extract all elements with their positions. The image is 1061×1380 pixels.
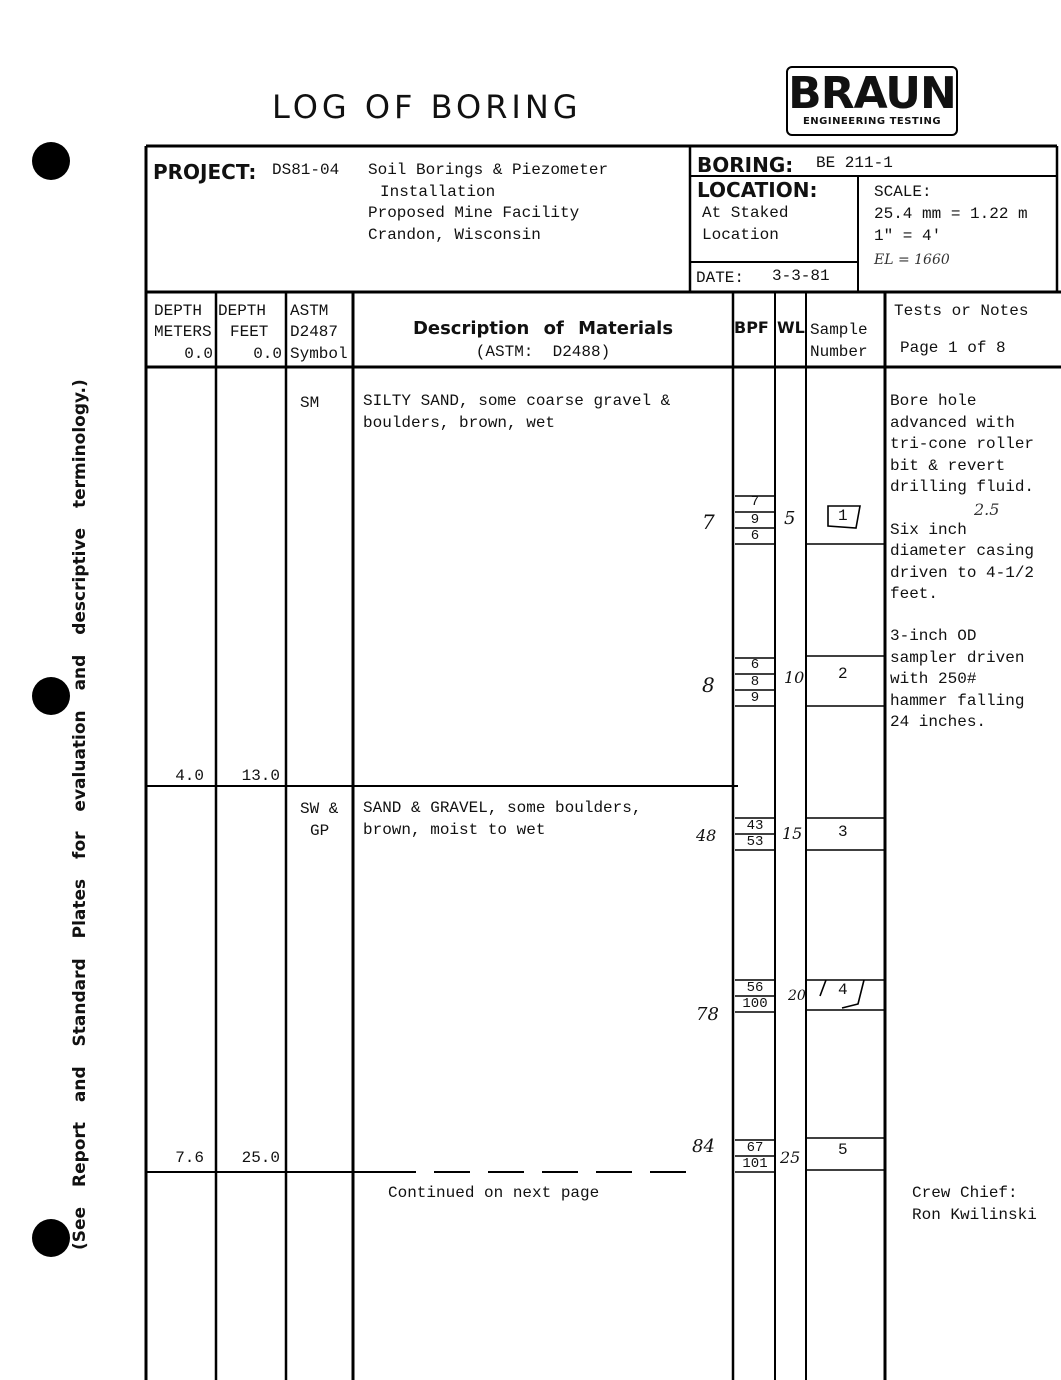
layer-2-symbol-2: GP xyxy=(310,822,330,840)
sample-4-bpf: 78 xyxy=(696,1004,719,1025)
col-description-standard: (ASTM: D2488) xyxy=(475,343,611,361)
location-line-1: At Staked xyxy=(702,204,789,222)
note-3-line-5: 24 inches. xyxy=(890,713,987,731)
col-description-title: Description of Materials xyxy=(412,318,674,339)
sample-3-blow-2: 53 xyxy=(746,834,764,850)
note-3-line-4: hammer falling xyxy=(890,692,1025,710)
sample-3-blow-1: 43 xyxy=(746,818,764,834)
sample-3-number: 3 xyxy=(838,823,848,841)
layer-1-bottom-m: 4.0 xyxy=(175,767,204,785)
project-desc-1: Soil Borings & Piezometer xyxy=(368,161,609,179)
layer-2-desc-1: SAND & GRAVEL, some boulders, xyxy=(363,799,642,817)
col-depth-m-3: 0.0 xyxy=(184,345,213,363)
sample-5-wl: 25 xyxy=(780,1148,801,1167)
col-depth-ft-3: 0.0 xyxy=(253,345,282,363)
sample-2-blow-3: 9 xyxy=(750,690,760,706)
elevation-note: EL = 1660 xyxy=(874,252,950,268)
scale-label: SCALE: xyxy=(874,183,932,201)
sample-1-blow-2: 9 xyxy=(750,512,760,528)
note-3-line-2: sampler driven xyxy=(890,649,1025,667)
sample-1-wl: 5 xyxy=(784,508,796,529)
logo-subtitle: ENGINEERING TESTING xyxy=(802,116,942,127)
col-sample-1: Sample xyxy=(810,321,868,339)
date-label: DATE: xyxy=(696,269,745,287)
note-1-line-4: bit & revert xyxy=(890,457,1006,475)
layer-2-bottom-m: 7.6 xyxy=(175,1149,204,1167)
col-tests-1: Tests or Notes xyxy=(894,302,1029,320)
sample-3-bpf: 48 xyxy=(696,826,717,845)
note-1-line-1: Bore hole xyxy=(890,392,977,410)
boring-id: BE 211-1 xyxy=(816,154,893,172)
layer-1-desc-2: boulders, brown, wet xyxy=(363,414,556,432)
note-3-line-1: 3-inch OD xyxy=(890,627,977,645)
sample-1-number: 1 xyxy=(838,507,848,525)
continued-note: Continued on next page xyxy=(388,1184,600,1202)
sample-2-bpf: 8 xyxy=(702,673,715,697)
sample-4-blow-1: 56 xyxy=(746,980,764,996)
layer-2-bottom-ft: 25.0 xyxy=(241,1149,280,1167)
layer-1-bottom-ft: 13.0 xyxy=(241,767,280,785)
project-desc-4: Crandon, Wisconsin xyxy=(368,226,541,244)
col-tests-2: Page 1 of 8 xyxy=(900,339,1006,357)
sample-2-blow-2: 8 xyxy=(750,674,760,690)
date-value: 3-3-81 xyxy=(772,267,830,285)
note-2-line-2: diameter casing xyxy=(890,542,1035,560)
layer-2-desc-2: brown, moist to wet xyxy=(363,821,546,839)
sample-1-bpf: 7 xyxy=(702,510,715,534)
sample-2-wl: 10 xyxy=(784,668,805,687)
col-astm-3: Symbol xyxy=(290,345,348,363)
scale-line-1: 25.4 mm = 1.22 m xyxy=(874,205,1028,223)
note-1-line-2: advanced with xyxy=(890,414,1015,432)
project-desc-3: Proposed Mine Facility xyxy=(368,204,580,222)
location-line-2: Location xyxy=(702,226,779,244)
sample-1-blow-3: 6 xyxy=(750,528,760,544)
layer-1-symbol: SM xyxy=(300,394,320,412)
layer-1-desc-1: SILTY SAND, some coarse gravel & xyxy=(363,392,671,410)
col-depth-ft-1: DEPTH xyxy=(218,302,267,320)
project-number: DS81-04 xyxy=(272,161,340,179)
sample-4-blow-2: 100 xyxy=(742,996,768,1012)
sample-3-wl: 15 xyxy=(782,824,803,843)
boring-label: BORING: xyxy=(697,153,794,177)
sample-1-blow-1: 7 xyxy=(750,494,760,510)
sample-5-blow-2: 101 xyxy=(742,1156,768,1172)
crew-chief-label: Crew Chief: xyxy=(912,1184,1018,1202)
col-bpf: BPF xyxy=(734,318,769,337)
page-title: LOG OF BORING xyxy=(272,88,582,126)
sample-5-number: 5 xyxy=(838,1141,848,1159)
sample-4-wl: 20 xyxy=(788,988,806,1004)
sample-4-number: 4 xyxy=(838,981,848,999)
reference-side-note: (See Report and Standard Plates for evaluation and descriptive terminology.) xyxy=(70,379,90,1250)
col-astm-1: ASTM xyxy=(290,302,329,320)
sample-5-bpf: 84 xyxy=(692,1136,715,1157)
note-hand-mark: 2.5 xyxy=(974,500,1000,519)
note-1-line-5: drilling fluid. xyxy=(890,478,1035,496)
note-2-line-1: Six inch xyxy=(890,521,967,539)
note-2-line-4: feet. xyxy=(890,585,939,603)
project-desc-2: Installation xyxy=(380,183,496,201)
scale-line-2: 1" = 4' xyxy=(874,227,942,245)
sample-5-blow-1: 67 xyxy=(746,1140,764,1156)
col-wl: WL xyxy=(777,318,805,337)
crew-chief-name: Ron Kwilinski xyxy=(912,1206,1037,1224)
col-sample-2: Number xyxy=(810,343,868,361)
logo-wordmark: BRAUN xyxy=(788,68,956,119)
project-label: PROJECT: xyxy=(153,160,257,184)
col-depth-m-1: DEPTH xyxy=(154,302,203,320)
sample-2-blow-1: 6 xyxy=(750,657,760,673)
layer-2-symbol-1: SW & xyxy=(300,800,339,818)
sample-2-number: 2 xyxy=(838,665,848,683)
col-astm-2: D2487 xyxy=(290,323,339,341)
col-depth-ft-2: FEET xyxy=(230,323,269,341)
location-label: LOCATION: xyxy=(697,178,818,202)
note-3-line-3: with 250# xyxy=(890,670,977,688)
note-2-line-3: driven to 4-1/2 xyxy=(890,564,1035,582)
note-1-line-3: tri-cone roller xyxy=(890,435,1035,453)
col-depth-m-2: METERS xyxy=(154,323,212,341)
